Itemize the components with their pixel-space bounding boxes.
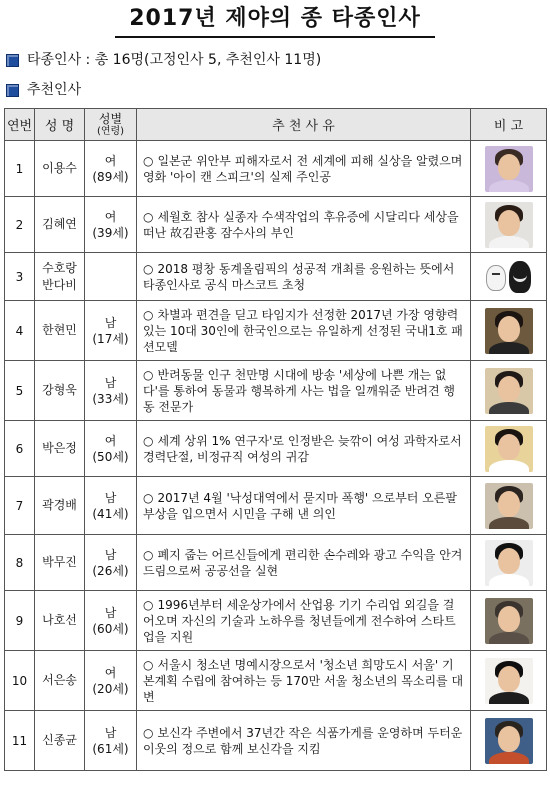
circle-bullet-icon: ○ [143, 433, 154, 448]
header-gender [85, 109, 137, 141]
row-reason-text: 폐지 줍는 어르신들에게 편리한 손수레와 광고 수익을 안겨 드림으로써 공공선을 실현 [143, 547, 463, 578]
table-row [5, 361, 547, 421]
row-reason-text: 차별과 편견을 딛고 타임지가 선정한 2017년 가장 영향력 있는 10대 30인에 한국인으로는 유일하게 선정된 국내1호 패션모델 [143, 307, 463, 354]
row-name: 나호선 [35, 591, 85, 651]
row-reason-text: 세계 상위 1% 연구자'로 인정받은 늦깎이 여성 과학자로서 경력단절, 비정규직 여성의 귀감 [143, 433, 462, 464]
square-bullet-icon [6, 54, 19, 67]
row-reason [137, 711, 471, 771]
circle-bullet-icon: ○ [143, 153, 154, 168]
row-name: 이용수 [35, 141, 85, 197]
row-photo [471, 711, 547, 771]
row-gender-age [85, 535, 137, 591]
row-name: 수호랑 반다비 [35, 253, 85, 301]
portrait-face [498, 210, 520, 236]
row-no: 2 [5, 197, 35, 253]
table-row [5, 141, 547, 197]
row-name: 곽경배 [35, 477, 85, 535]
row-no: 7 [5, 477, 35, 535]
portrait-face [498, 548, 520, 574]
header-gender-sub: (연령) [96, 125, 125, 137]
row-reason-text: 서울시 청소년 명예시장으로서 '청소년 희망도시 서울' 기본계획 수립에 참여하는 등 170만 서울 청소년의 목소리를 대변 [143, 657, 464, 704]
table-row [5, 301, 547, 361]
row-gender: 남 [104, 315, 117, 330]
portrait-face [498, 726, 520, 752]
row-gender: 여 [104, 433, 117, 448]
page-title: 2017년 제야의 종 타종인사 [115, 4, 434, 38]
portrait-body [489, 180, 529, 192]
row-gender: 남 [104, 725, 117, 740]
row-reason-text: 보신각 주변에서 37년간 작은 식품가게를 운영하며 두터운 이웃의 정으로 함께 보신각을 지킴 [143, 725, 463, 756]
row-gender: 남 [104, 605, 117, 620]
table-row [5, 535, 547, 591]
row-age: (39세) [92, 225, 129, 240]
row-age: (60세) [92, 621, 129, 636]
row-age: (61세) [92, 741, 129, 756]
row-no: 3 [5, 253, 35, 301]
table-row [5, 253, 547, 301]
portrait-photo [485, 426, 533, 472]
portrait-photo [485, 540, 533, 586]
row-age: (17세) [92, 331, 129, 346]
row-photo [471, 141, 547, 197]
row-gender-age [85, 421, 137, 477]
header-note: 비 고 [471, 109, 547, 141]
bear-mascot-icon [509, 261, 531, 293]
row-name: 신종균 [35, 711, 85, 771]
row-photo [471, 535, 547, 591]
portrait-body [489, 236, 529, 248]
row-age: (89세) [92, 169, 129, 184]
row-gender: 남 [104, 490, 117, 505]
row-reason [137, 253, 471, 301]
circle-bullet-icon: ○ [143, 261, 154, 276]
portrait-body [489, 752, 529, 764]
portrait-photo [485, 598, 533, 644]
portrait-face [498, 491, 520, 517]
row-name: 서은송 [35, 651, 85, 711]
row-gender-age [85, 651, 137, 711]
portrait-face [498, 376, 520, 402]
row-name: 김혜연 [35, 197, 85, 253]
row-photo [471, 253, 547, 301]
header-reason: 추 천 사 유 [137, 109, 471, 141]
portrait-photo [485, 308, 533, 354]
row-gender: 남 [104, 547, 117, 562]
row-gender: 여 [104, 665, 117, 680]
row-no: 1 [5, 141, 35, 197]
circle-bullet-icon: ○ [143, 725, 154, 740]
table-row [5, 477, 547, 535]
table-row [5, 651, 547, 711]
square-bullet-icon [6, 84, 19, 97]
portrait-body [489, 402, 529, 414]
row-age: (50세) [92, 449, 129, 464]
portrait-face [498, 434, 520, 460]
row-name: 강형욱 [35, 361, 85, 421]
portrait-body [489, 517, 529, 529]
table-row [5, 711, 547, 771]
row-gender-age [85, 591, 137, 651]
portrait-face [498, 666, 520, 692]
row-gender-age [85, 477, 137, 535]
row-reason [137, 591, 471, 651]
portrait-photo [485, 718, 533, 764]
row-reason-text: 세월호 참사 실종자 수색작업의 후유증에 시달리다 세상을 떠난 故김관홍 잠수사의 부인 [143, 209, 459, 240]
tiger-mascot-icon [486, 265, 506, 291]
circle-bullet-icon: ○ [143, 547, 154, 562]
row-reason-text: 반려동물 인구 천만명 시대에 방송 '세상에 나쁜 개는 없다'를 통하여 동물과 행복하게 사는 법을 일깨워준 반려견 행동 전문가 [143, 367, 456, 414]
row-reason-text: 1996년부터 세운상가에서 산업용 기기 수리업 외길을 걸어오며 자신의 기술과 노하우를 청년들에게 전수하여 스타트업을 지원 [143, 597, 456, 644]
row-gender-age [85, 141, 137, 197]
portrait-body [489, 342, 529, 354]
row-reason [137, 141, 471, 197]
summary-recommended-text: 추천인사 [27, 82, 82, 98]
row-gender-age [85, 301, 137, 361]
row-reason [137, 301, 471, 361]
row-reason [137, 197, 471, 253]
row-photo [471, 477, 547, 535]
title-wrap [0, 4, 550, 38]
circle-bullet-icon: ○ [143, 209, 154, 224]
row-reason [137, 651, 471, 711]
row-reason-text: 2018 평창 동계올림픽의 성공적 개최를 응원하는 뜻에서 타종인사로 공식 마스코트 초청 [143, 261, 455, 292]
portrait-photo [485, 202, 533, 248]
portrait-face [498, 154, 520, 180]
row-reason [137, 535, 471, 591]
row-gender-age [85, 197, 137, 253]
row-age: (20세) [92, 681, 129, 696]
header-gender-main: 성별 [98, 111, 123, 126]
table-row [5, 421, 547, 477]
row-gender: 남 [104, 375, 117, 390]
row-no: 11 [5, 711, 35, 771]
row-reason [137, 421, 471, 477]
row-reason-text: 일본군 위안부 피해자로서 전 세계에 피해 실상을 알렸으며 영화 '아이 캔 스피크'의 실제 주인공 [143, 153, 463, 184]
row-no: 8 [5, 535, 35, 591]
circle-bullet-icon: ○ [143, 307, 154, 322]
row-photo [471, 301, 547, 361]
header-no: 연번 [5, 109, 35, 141]
circle-bullet-icon: ○ [143, 597, 154, 612]
row-name: 한현민 [35, 301, 85, 361]
summary-total-text: 타종인사 : 총 16명(고정인사 5, 추천인사 11명) [27, 52, 322, 68]
row-photo [471, 651, 547, 711]
row-no: 6 [5, 421, 35, 477]
row-gender-age [85, 361, 137, 421]
row-no: 4 [5, 301, 35, 361]
summary-line-total [6, 50, 321, 70]
portrait-body [489, 460, 529, 472]
table-row [5, 197, 547, 253]
summary-line-recommended [6, 80, 81, 100]
row-age: (41세) [92, 506, 129, 521]
table-header-row [5, 109, 547, 141]
portrait-face [498, 606, 520, 632]
portrait-photo [485, 658, 533, 704]
portrait-photo [485, 483, 533, 529]
portrait-body [489, 632, 529, 644]
row-no: 5 [5, 361, 35, 421]
row-name: 박무진 [35, 535, 85, 591]
row-gender: 여 [104, 153, 117, 168]
row-gender: 여 [104, 209, 117, 224]
row-name: 박은정 [35, 421, 85, 477]
row-reason [137, 477, 471, 535]
mascot-image [484, 257, 534, 297]
circle-bullet-icon: ○ [143, 490, 154, 505]
row-age: (26세) [92, 563, 129, 578]
row-photo [471, 421, 547, 477]
portrait-body [489, 574, 529, 586]
row-no: 9 [5, 591, 35, 651]
row-photo [471, 361, 547, 421]
row-reason-text: 2017년 4월 '낙성대역에서 묻지마 폭행' 으로부터 오른팔 부상을 입으면서 시민을 구해 낸 의인 [143, 490, 457, 521]
portrait-photo [485, 368, 533, 414]
row-gender-age [85, 253, 137, 301]
row-photo [471, 197, 547, 253]
portrait-photo [485, 146, 533, 192]
header-name: 성 명 [35, 109, 85, 141]
circle-bullet-icon: ○ [143, 367, 154, 382]
circle-bullet-icon: ○ [143, 657, 154, 672]
row-photo [471, 591, 547, 651]
row-age: (33세) [92, 391, 129, 406]
row-gender-age [85, 711, 137, 771]
row-no: 10 [5, 651, 35, 711]
table-row [5, 591, 547, 651]
recommended-persons-table [4, 108, 547, 771]
row-reason [137, 361, 471, 421]
portrait-body [489, 692, 529, 704]
portrait-face [498, 316, 520, 342]
